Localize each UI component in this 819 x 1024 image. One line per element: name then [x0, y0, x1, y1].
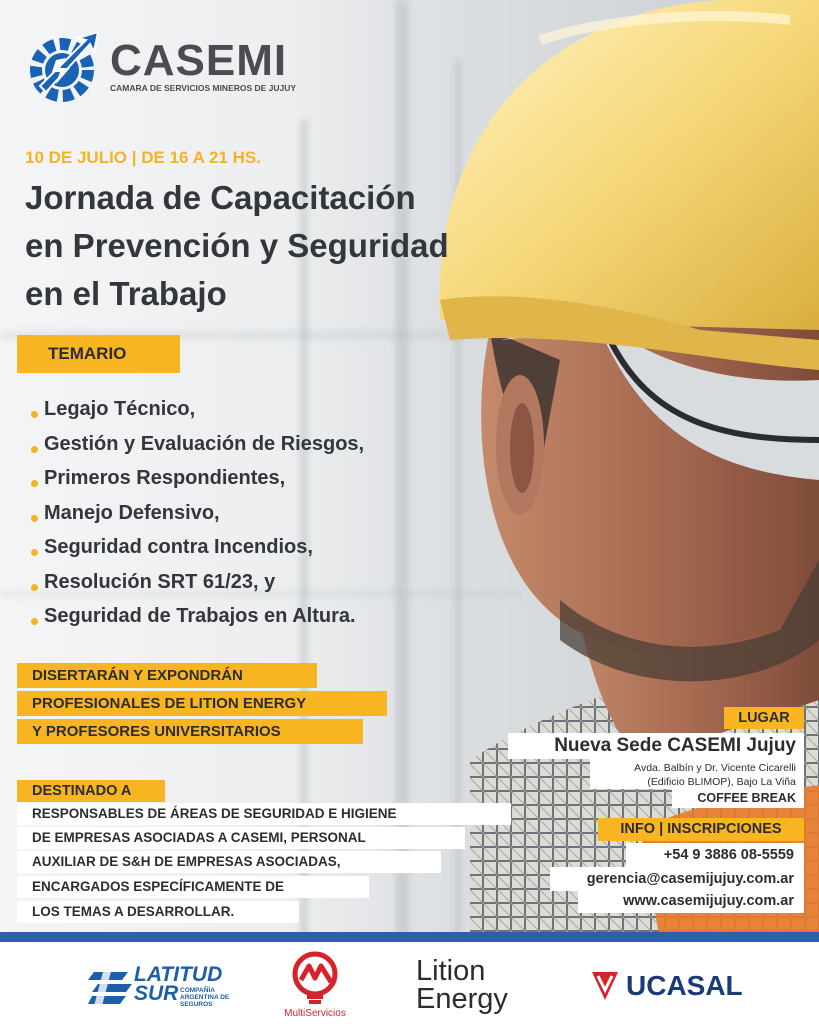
coffee-break: COFFEE BREAK	[672, 789, 804, 808]
ucasal-name: UCASAL	[626, 970, 743, 1001]
destinado-line: AUXILIAR DE S&H DE EMPRESAS ASOCIADAS,	[17, 851, 441, 873]
multiservicios-logo	[270, 950, 360, 1020]
temario-label: TEMARIO	[17, 335, 180, 373]
ucasal-emblem-icon	[590, 970, 620, 1002]
venue-address-line: (Edificio BLIMOP), Bajo La Viña	[647, 776, 796, 788]
event-title	[25, 174, 545, 318]
info-label: INFO | INSCRIPCIONES	[598, 818, 804, 841]
topic-item: Resolución SRT 61/23, y	[30, 565, 364, 600]
event-title-line: en el Trabajo	[25, 275, 227, 312]
latitud-tagline: COMPAÑÍA ARGENTINA DE SEGUROS	[180, 987, 230, 1008]
topics-list	[30, 392, 364, 634]
multiservicios-name: MultiServicios	[284, 1008, 346, 1019]
venue-address-line: Avda. Balbín y Dr. Vicente Cicarelli	[634, 762, 796, 774]
gear-arrow-icon	[26, 30, 104, 104]
lugar-label: LUGAR	[724, 707, 804, 729]
latitud-emblem-icon	[88, 964, 132, 1008]
contact-email[interactable]: gerencia@casemijujuy.com.ar	[550, 867, 804, 891]
logo-name: CASEMI	[110, 36, 288, 85]
speakers-line: PROFESIONALES DE LITION ENERGY	[17, 691, 387, 716]
event-date: 10 DE JULIO | DE 16 A 21 HS.	[25, 148, 261, 167]
logo-subtitle: CAMARA DE SERVICIOS MINEROS DE JUJUY	[110, 83, 297, 93]
topic-item: Seguridad contra Incendios,	[30, 530, 364, 565]
sponsor-footer	[0, 942, 819, 1024]
destinado-label: DESTINADO A	[17, 780, 165, 802]
event-title-line: Jornada de Capacitación	[25, 179, 416, 216]
destinado-line: RESPONSABLES DE ÁREAS DE SEGURIDAD E HIGIENE	[17, 803, 511, 825]
speakers-line: Y PROFESORES UNIVERSITARIOS	[17, 719, 363, 744]
speakers-line: DISERTARÁN Y EXPONDRÁN	[17, 663, 317, 688]
destinado-line: LOS TEMAS A DESARROLLAR.	[17, 901, 299, 923]
venue-name: Nueva Sede CASEMI Jujuy	[508, 733, 804, 759]
latitud-name: LATITUD	[134, 963, 223, 986]
topic-item: Seguridad de Trabajos en Altura.	[30, 599, 364, 634]
event-title-line: en Prevención y Seguridad	[25, 227, 449, 264]
contact-website[interactable]: www.casemijujuy.com.ar	[578, 889, 804, 913]
topic-item: Legajo Técnico,	[30, 392, 364, 427]
venue-address	[590, 759, 804, 789]
lition-name: Lition	[416, 955, 486, 987]
lition-name-2: Energy	[416, 983, 508, 1015]
topic-item: Gestión y Evaluación de Riesgos,	[30, 427, 364, 462]
latitud-name-2: SUR	[134, 982, 179, 1005]
ucasal-logo	[590, 966, 743, 1006]
latitud-sur-logo	[88, 962, 238, 1010]
destinado-line: ENCARGADOS ESPECÍFICAMENTE DE	[17, 876, 369, 898]
footer-stripe	[0, 932, 819, 942]
casemi-logo	[26, 26, 326, 106]
bulb-icon	[285, 950, 345, 1006]
topic-item: Primeros Respondientes,	[30, 461, 364, 496]
destinado-line: DE EMPRESAS ASOCIADAS A CASEMI, PERSONAL	[17, 827, 465, 849]
lition-energy-logo	[416, 950, 536, 1020]
contact-phone: +54 9 3886 08-5559	[626, 843, 804, 867]
topic-item: Manejo Defensivo,	[30, 496, 364, 531]
